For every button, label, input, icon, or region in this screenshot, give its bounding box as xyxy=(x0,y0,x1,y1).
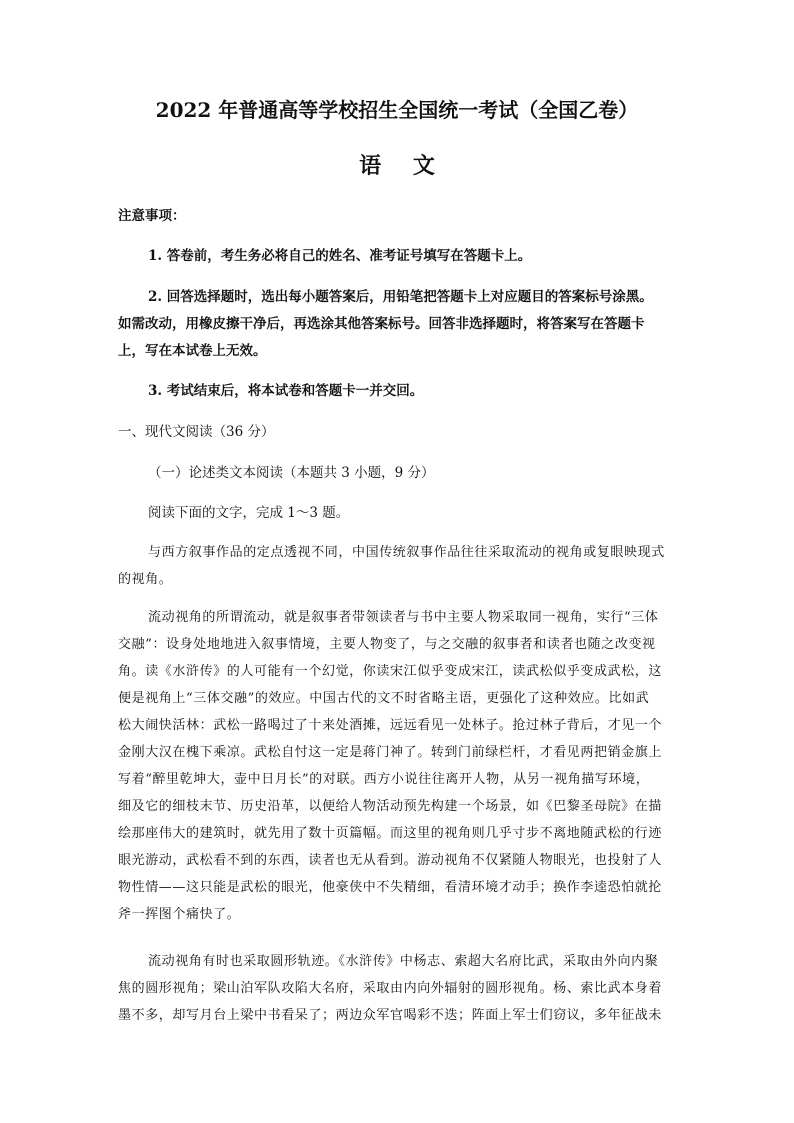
passage-para2-line-11: 物性情——这只能是武松的眼光，他豪侠中不失精细，看清环境才动手；换作李逵恐怕就抡 xyxy=(118,880,663,895)
passage-para2-line-6: 金刚大汉在槐下乘凉。武松自忖这一定是蒋门神了。转到门前绿栏杆，才看见两把销金旗上 xyxy=(118,745,663,760)
notice-item-2-line-2: 如需改动，用橡皮擦干净后，再选涂其他答案标号。回答非选择题时，将答案写在答题卡 xyxy=(118,316,645,332)
passage-para1-line-2: 的视角。 xyxy=(118,572,173,587)
section-heading: 一、现代文阅读（36 分） xyxy=(118,424,275,440)
notice-item-3: 3. 考试结束后，将本试卷和答题卡一并交回。 xyxy=(148,383,424,399)
passage-para2-line-9: 绘那座伟大的建筑时，就先用了数十页篇幅。而这里的视角则几乎寸步不离地随武松的行迹 xyxy=(118,826,663,841)
passage-para2-line-12: 斧一挥图个痛快了。 xyxy=(118,907,241,922)
passage-para3-line-3: 墨不多，却写月台上梁中书看呆了；两边众军官喝彩不迭；阵面上军士们窃议，多年征战未 xyxy=(118,1008,663,1023)
notice-heading: 注意事项： xyxy=(118,208,186,224)
passage-para2-line-4: 便是视角上“三体交融”的效应。中国古代的文不时省略主语，更强化了这种效应。比如武 xyxy=(118,691,650,706)
passage-para2-line-2: 交融”：设身处地地进入叙事情境，主要人物变了，与之交融的叙事者和读者也随之改变视 xyxy=(118,637,656,652)
reading-instruction: 阅读下面的文字，完成 1～3 题。 xyxy=(148,505,350,521)
passage-para2-line-5: 松大闹快活林：武松一路喝过了十来处酒摊，远远看见一处林子。抢过林子背后，才见一个 xyxy=(118,718,663,733)
passage-para2-line-3: 角。读《水浒传》的人可能有一个幻觉，你读宋江似乎变成宋江，读武松似乎变成武松，这 xyxy=(118,664,663,679)
section-subheading: （一）论述类文本阅读（本题共 3 小题，9 分） xyxy=(148,465,435,481)
passage-para3-line-2: 焦的圆形视角；梁山泊军队攻陷大名府，采取由内向外辐射的圆形视角。杨、索比武本身着 xyxy=(118,981,663,996)
notice-item-2-line-3: 上，写在本试卷上无效。 xyxy=(118,343,267,359)
notice-item-1: 1. 答卷前，考生务必将自己的姓名、准考证号填写在答题卡上。 xyxy=(148,248,532,264)
passage-para2-line-8: 细及它的细枝末节、历史沿革，以便给人物活动预先构建一个场景，如《巴黎圣母院》在描 xyxy=(118,799,663,814)
passage-para2-line-7: 写着“醉里乾坤大，壶中日月长”的对联。西方小说往往离开人物，从另一视角描写环境， xyxy=(118,772,650,787)
passage-para2-line-1: 流动视角的所谓流动，就是叙事者带领读者与书中主要人物采取同一视角，实行“三体 xyxy=(148,610,659,625)
passage-para3-line-1: 流动视角有时也采取圆形轨迹。《水浒传》中杨志、索超大名府比武，采取由外向内聚 xyxy=(148,954,659,969)
passage-para1-line-1: 与西方叙事作品的定点透视不同，中国传统叙事作品往往采取流动的视角或复眼映现式 xyxy=(148,545,665,560)
subject-title: 语 文 xyxy=(359,153,447,179)
notice-item-2-line-1: 2. 回答选择题时，选出每小题答案后，用铅笔把答题卡上对应题目的答案标号涂黑。 xyxy=(148,289,653,305)
passage-para2-line-10: 眼光游动，武松看不到的东西，读者也无从看到。游动视角不仅紧随人物眼光，也投射了人 xyxy=(118,853,663,868)
exam-title: 2022 年普通高等学校招生全国统一考试（全国乙卷） xyxy=(155,98,639,122)
